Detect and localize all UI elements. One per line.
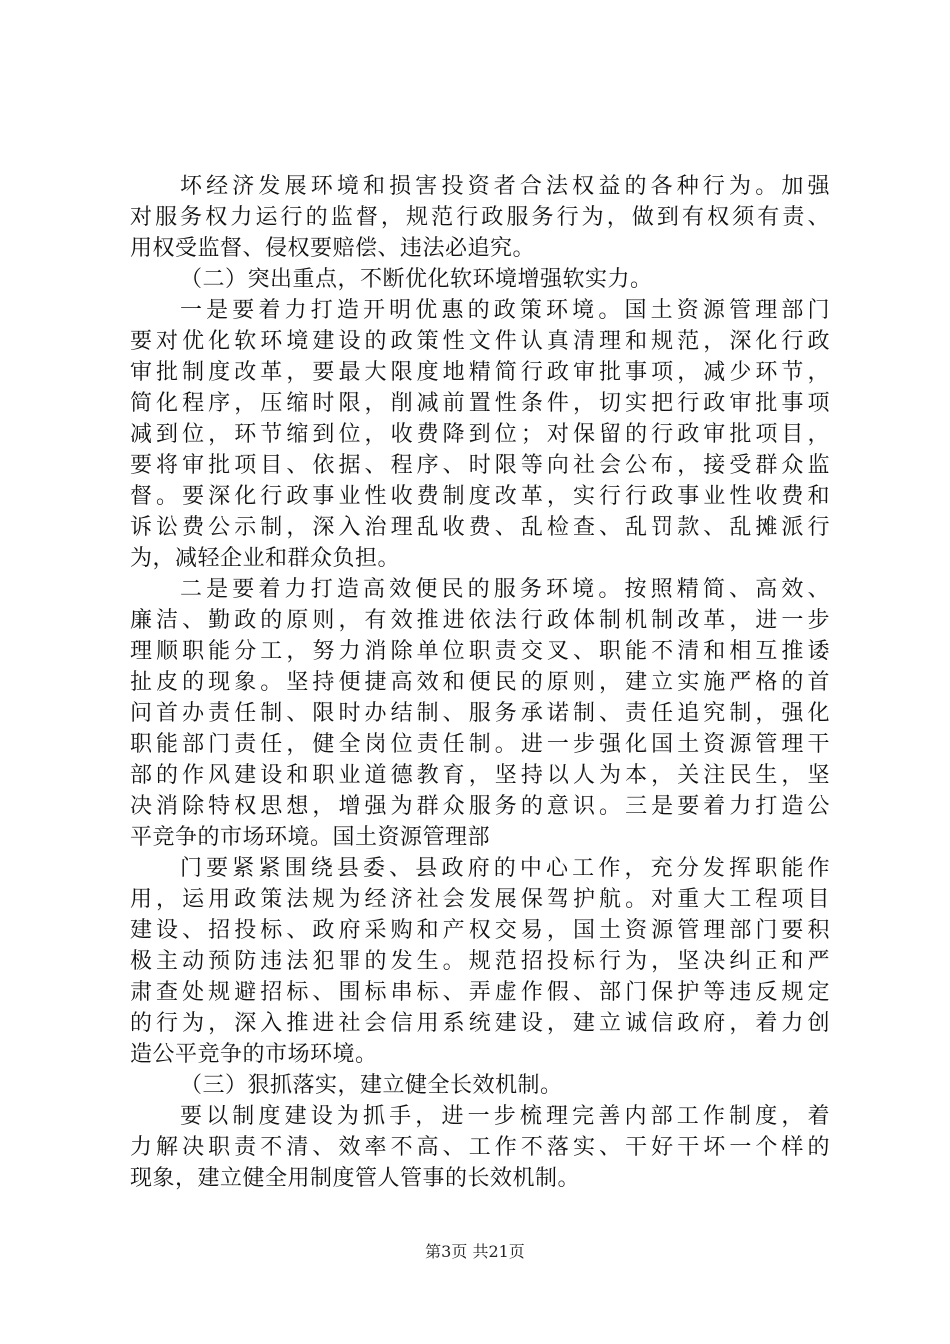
text-line: 极主动预防违法犯罪的发生。规范招投标行为，坚决纠正和严 xyxy=(130,949,830,974)
text-line: 职能部门责任，健全岗位责任制。进一步强化国土资源管理干 xyxy=(130,732,830,757)
page-number: 第3页 共21页 xyxy=(425,1242,525,1261)
text-line: 一是要着力打造开明优惠的政策环境。国土资源管理部门 xyxy=(180,298,830,323)
text-line: 扯皮的现象。坚持便捷高效和便民的原则，建立实施严格的首 xyxy=(130,670,830,695)
text-line: 建设、招投标、政府采购和产权交易，国土资源管理部门要积 xyxy=(130,918,830,943)
text-line: 部的作风建设和职业道德教育，坚持以人为本，关注民生，坚 xyxy=(130,763,830,788)
text-line: 平竞争的市场环境。国土资源管理部 xyxy=(130,825,491,850)
text-line: 造公平竞争的市场环境。 xyxy=(130,1042,378,1067)
text-line: 坏经济发展环境和损害投资者合法权益的各种行为。加强 xyxy=(180,174,830,199)
text-line: 要以制度建设为抓手，进一步梳理完善内部工作制度，着 xyxy=(180,1104,830,1129)
text-line: 用权受监督、侵权要赔偿、违法必追究。 xyxy=(130,236,536,261)
text-line: 要将审批项目、依据、程序、时限等向社会公布，接受群众监 xyxy=(130,453,830,478)
text-line: 诉讼费公示制，深入治理乱收费、乱检查、乱罚款、乱摊派行 xyxy=(130,515,830,540)
text-line: 的行为，深入推进社会信用系统建设，建立诚信政府，着力创 xyxy=(130,1011,830,1036)
section-heading: （二）突出重点，不断优化软环境增强软实力。 xyxy=(180,267,653,292)
text-line: 现象，建立健全用制度管人管事的长效机制。 xyxy=(130,1166,581,1191)
text-line: 力解决职责不清、效率不高、工作不落实、干好干坏一个样的 xyxy=(130,1135,830,1160)
text-line: 肃查处规避招标、围标串标、弄虚作假、部门保护等违反规定 xyxy=(130,980,830,1005)
text-line: 二是要着力打造高效便民的服务环境。按照精简、高效、 xyxy=(180,577,830,602)
text-line: 用，运用政策法规为经济社会发展保驾护航。对重大工程项目 xyxy=(130,887,830,912)
text-line: 为，减轻企业和群众负担。 xyxy=(130,546,401,571)
text-line: 廉洁、勤政的原则，有效推进依法行政体制机制改革，进一步 xyxy=(130,608,830,633)
text-line: 督。要深化行政事业性收费制度改革，实行行政事业性收费和 xyxy=(130,484,830,509)
text-line: 门要紧紧围绕县委、县政府的中心工作，充分发挥职能作 xyxy=(180,856,830,881)
text-line: 要对优化软环境建设的政策性文件认真清理和规范，深化行政 xyxy=(130,329,830,354)
section-heading: （三）狠抓落实，建立健全长效机制。 xyxy=(180,1073,563,1098)
text-line: 对服务权力运行的监督，规范行政服务行为，做到有权须有责、 xyxy=(130,205,830,230)
page-footer xyxy=(0,1242,950,1262)
document-body xyxy=(130,171,830,1194)
text-line: 简化程序，压缩时限，削减前置性条件，切实把行政审批事项 xyxy=(130,391,830,416)
text-line: 减到位，环节缩到位，收费降到位；对保留的行政审批项目， xyxy=(130,422,830,447)
text-line: 决消除特权思想，增强为群众服务的意识。三是要着力打造公 xyxy=(130,794,830,819)
text-line: 理顺职能分工，努力消除单位职责交叉、职能不清和相互推诿 xyxy=(130,639,830,664)
text-line: 问首办责任制、限时办结制、服务承诺制、责任追究制，强化 xyxy=(130,701,830,726)
text-line: 审批制度改革，要最大限度地精简行政审批事项，减少环节， xyxy=(130,360,830,385)
